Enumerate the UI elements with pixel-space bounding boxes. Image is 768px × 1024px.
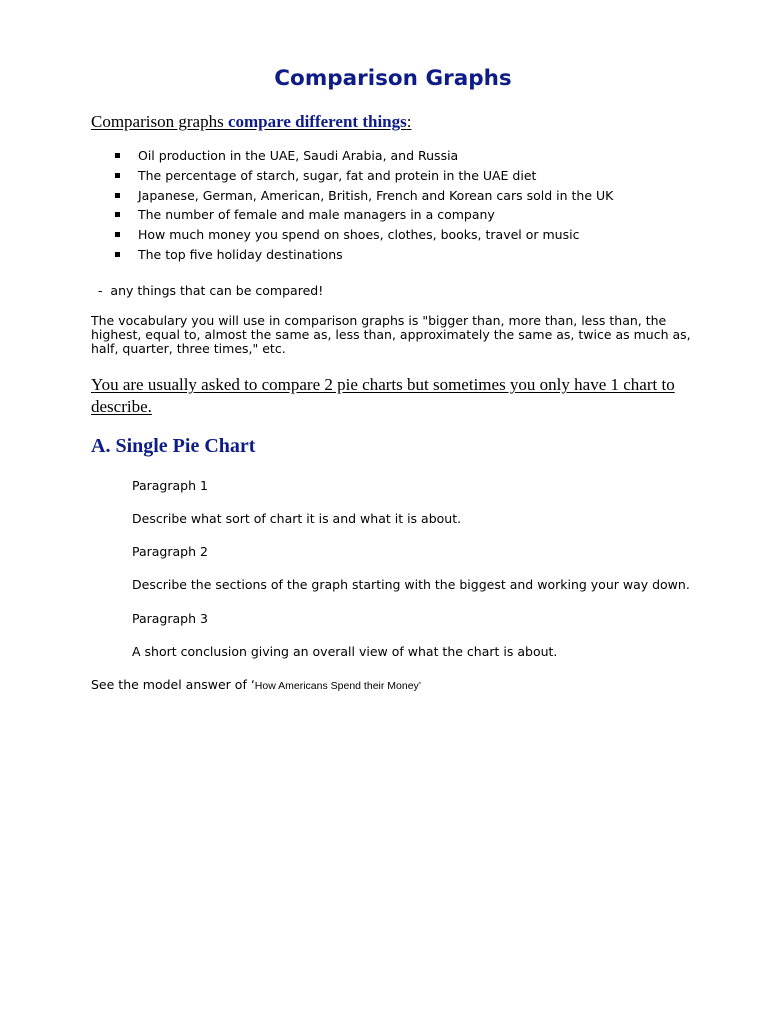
square-bullet-icon (115, 232, 120, 237)
list-item (112, 186, 613, 206)
square-bullet-icon (115, 173, 120, 178)
paragraph-3-label: Paragraph 3 (132, 611, 208, 626)
list-item-text: Oil production in the UAE, Saudi Arabia, and Russia (138, 148, 459, 163)
list-item (112, 146, 613, 166)
vocabulary-paragraph: The vocabulary you will use in comparison graphs is "bigger than, more than, less than, the highest, equal to, almost the same as, less than, approximately the same as, twice as much as, half, quarter, three times," etc. (91, 313, 691, 357)
examples-list (112, 146, 613, 265)
square-bullet-icon (115, 193, 120, 198)
list-item (112, 245, 613, 265)
usually-asked-note: You are usually asked to compare 2 pie charts but sometimes you only have 1 chart to describe. (91, 375, 675, 416)
square-bullet-icon (115, 212, 120, 217)
model-answer-line (91, 677, 421, 692)
intro-emphasis: compare different things (227, 112, 407, 131)
compared-note: - any things that can be compared! (94, 283, 324, 298)
paragraph-2-description: Describe the sections of the graph starting with the biggest and working your way down. (132, 577, 690, 592)
model-answer-prefix: See the model answer of ‘ (91, 677, 255, 692)
section-a-heading: A. Single Pie Chart (91, 435, 256, 457)
list-item-text: How much money you spend on shoes, clothes, books, travel or music (138, 227, 580, 243)
square-bullet-icon (115, 153, 120, 158)
list-item-text: The number of female and male managers in a company (138, 207, 495, 223)
list-item-text: Japanese, German, American, British, French and Korean cars sold in the UK (138, 187, 614, 203)
intro-suffix: : (406, 112, 412, 131)
intro-prefix: Comparison graphs (91, 112, 228, 131)
intro-line (91, 112, 411, 132)
list-item (112, 225, 613, 245)
list-item-text: The percentage of starch, sugar, fat and protein in the UAE diet (138, 167, 537, 183)
paragraph-3-description: A short conclusion giving an overall view of what the chart is about. (132, 644, 558, 659)
paragraph-2-label: Paragraph 2 (132, 544, 208, 559)
list-item (112, 205, 613, 225)
paragraph-1-label: Paragraph 1 (132, 478, 208, 493)
model-answer-title: How Americans Spend their Money’ (254, 680, 422, 692)
list-item (112, 166, 613, 186)
paragraph-1-description: Describe what sort of chart it is and what it is about. (132, 511, 462, 526)
page-title: Comparison Graphs (274, 66, 512, 91)
list-item-text: The top five holiday destinations (138, 246, 343, 262)
square-bullet-icon (115, 252, 120, 257)
